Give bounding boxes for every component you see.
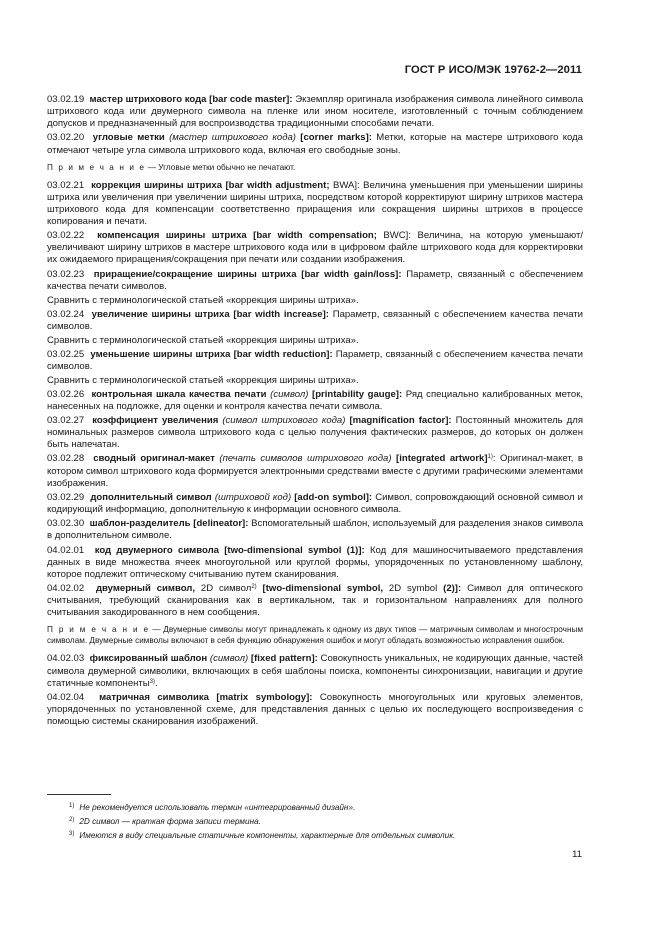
entry-definition: Метки, которые на мастере штрихового кода отмечают четыре угла символа штрихового кода, включая его свободные зоны. bbox=[47, 132, 583, 156]
note-label: П р и м е ч а н и е bbox=[47, 625, 150, 635]
footnotes bbox=[70, 801, 590, 843]
entry-term: дополнительный символ bbox=[90, 491, 212, 503]
footnote bbox=[70, 801, 590, 815]
entry-term: сводный оригинал-макет bbox=[93, 453, 215, 465]
entry-term: двумерный символ, bbox=[95, 583, 196, 595]
document-body bbox=[47, 94, 583, 730]
entry-definition: Вспомогательный шаблон, используемый для разделения знаков символа в дополнительном символе. bbox=[47, 518, 584, 542]
footnote-mark: 3) bbox=[69, 831, 75, 837]
term-entry bbox=[47, 309, 583, 333]
term-entry bbox=[47, 453, 583, 489]
entry-number: 03.02.22 bbox=[47, 230, 85, 242]
entry-term-english-suffix: (2)]: bbox=[443, 583, 462, 595]
entry-definition: Символ для оптического считывания, требующий сканирования как в вертикальном, так и горизонтальном направлениях для полного считывания закодированного в нем сообщения. bbox=[47, 583, 583, 619]
note bbox=[47, 162, 583, 173]
entry-number: 03.02.19 bbox=[47, 94, 85, 105]
entry-term: приращение/сокращение ширины штриха [bar width gain/loss]: bbox=[93, 268, 402, 280]
entry-qualifier: (символ штрихового кода) bbox=[222, 414, 346, 426]
term-entry bbox=[47, 349, 583, 373]
footnote bbox=[70, 829, 590, 843]
term-entry bbox=[47, 230, 583, 266]
entry-term: контрольная шкала качества печати bbox=[91, 388, 267, 400]
entry-term: увеличение ширины штриха [bar width increase]: bbox=[91, 308, 329, 320]
footnote-text: Имеются в виду специальные статичные компоненты, характерные для отдельных символик. bbox=[79, 831, 456, 840]
entry-abbreviation: BWA]: bbox=[332, 179, 360, 191]
entry-definition: : Оригинал-макет, в котором символ штрихового кода формируется электронными средствами вместе с другими графическими элементами изображения. bbox=[47, 453, 583, 489]
entry-abbreviation: 2D символ bbox=[200, 583, 252, 595]
term-entry bbox=[47, 94, 583, 130]
entry-number: 03.02.30 bbox=[47, 518, 85, 530]
entry-definition: Экземпляр оригинала изображения символа линейного символа штрихового кода или двумерного символа на пленке или ином носителе, изготовленный с точным соблюдением допусков и предназначенный для воспроизводства традиционными способами печати. bbox=[47, 94, 584, 130]
entry-term-english: [fixed pattern]: bbox=[250, 653, 318, 665]
entry-term: коэффициент увеличения bbox=[92, 414, 219, 426]
entry-number: 04.02.03 bbox=[47, 653, 85, 665]
footnote-text: Не рекомендуется использовать термин «интегрированный дизайн». bbox=[79, 803, 356, 812]
cross-reference: Сравнить с терминологической статьей «коррекция ширины штриха». bbox=[47, 295, 359, 307]
entry-number: 03.02.24 bbox=[47, 308, 85, 320]
entry-abbreviation: BWC]: bbox=[383, 230, 411, 242]
entry-number: 03.02.28 bbox=[47, 453, 85, 465]
footnote-marker[interactable]: 3) bbox=[149, 678, 155, 685]
entry-definition-end: . bbox=[154, 677, 158, 689]
term-entry bbox=[47, 415, 583, 451]
entry-term: мастер штрихового кода [bar code master]: bbox=[89, 94, 293, 105]
entry-term: компенсация ширины штриха [bar width compensation; bbox=[97, 230, 377, 242]
entry-definition: Символ, сопровождающий основной символ и кодирующий информацию, дополнительную к информации основного символа. bbox=[47, 491, 583, 515]
entry-number: 03.02.23 bbox=[47, 268, 85, 280]
term-entry bbox=[47, 492, 583, 516]
entry-number: 03.02.29 bbox=[47, 491, 85, 503]
entry-term-english: [two-dimensional symbol, bbox=[262, 583, 384, 595]
footnote-text: 2D символ — краткая форма записи термина. bbox=[79, 817, 261, 826]
footnote-mark: 1) bbox=[69, 803, 75, 809]
entry-term: угловые метки bbox=[92, 132, 165, 144]
entry-abbreviation-english: 2D symbol bbox=[388, 583, 438, 595]
footnote-mark: 2) bbox=[69, 817, 75, 823]
term-entry bbox=[47, 518, 583, 542]
entry-term: фиксированный шаблон bbox=[89, 653, 208, 665]
term-entry bbox=[47, 545, 583, 581]
cross-reference: Сравнить с терминологической статьей «коррекция ширины штриха». bbox=[47, 335, 359, 347]
entry-qualifier: (символ) bbox=[270, 388, 309, 400]
term-entry bbox=[47, 692, 583, 728]
entry-qualifier: (штриховой код) bbox=[214, 491, 292, 503]
entry-number: 03.02.26 bbox=[47, 388, 85, 400]
entry-definition: Совокупность уникальных, не кодирующих данные, частей символа двумерной символики, включающих в себя шаблоны поиска, компоненты синхронизации, навигации и другие статичные компоненты bbox=[47, 653, 583, 689]
note-text: — Угловые метки обычно не печатают. bbox=[147, 162, 296, 172]
entry-definition: Ряд специально калиброванных меток, нанесенных на подложке, для оценки и контроля качества печати символа. bbox=[47, 388, 584, 412]
term-entry bbox=[47, 269, 583, 293]
entry-qualifier: (символ) bbox=[209, 653, 249, 665]
footnote-separator bbox=[47, 794, 111, 795]
entry-definition: Величина, на которую уменьшают/увеличивают ширину штрихов в мастере штрихового кода или в цифровом файле штрихового кода для корректировки их ожидаемого приращения/сокращения при печати или создании изображения. bbox=[47, 230, 584, 266]
footnote-marker[interactable]: 2) bbox=[251, 584, 257, 591]
entry-number: 04.02.01 bbox=[47, 544, 85, 556]
entry-number: 03.02.20 bbox=[47, 132, 85, 144]
entry-definition: Параметр, связанный с обеспечением качества печати символов. bbox=[47, 308, 584, 332]
entry-term: матричная символика [matrix symbology]: bbox=[99, 691, 313, 703]
entry-term: код двумерного символа [two-dimensional symbol (1)]: bbox=[94, 544, 365, 556]
entry-term: шаблон-разделитель [delineator]: bbox=[89, 518, 249, 530]
term-entry bbox=[47, 180, 583, 228]
entry-term-english: [corner marks]: bbox=[300, 132, 372, 144]
entry-definition: Величина уменьшения при уменьшении ширины штриха или увеличения при увеличении ширины штриха, посредством которой корректируют ширину штрихов мастера штрихового кода для компенсации соответственно приращения или сокращения ширины штрихов в процессе копирования и печати. bbox=[47, 179, 584, 227]
entry-definition: Параметр, связанный с обеспечением качества печати символов. bbox=[47, 348, 583, 372]
page-number: 11 bbox=[572, 849, 582, 860]
entry-number: 03.02.21 bbox=[47, 179, 85, 191]
note-label: П р и м е ч а н и е bbox=[47, 162, 146, 172]
document-header: ГОСТ Р ИСО/МЭК 19762-2—2011 bbox=[404, 64, 582, 76]
cross-reference: Сравнить с терминологической статьей «коррекция ширины штриха». bbox=[47, 375, 359, 386]
entry-term-english: [integrated artwork] bbox=[396, 453, 488, 465]
entry-number: 04.02.04 bbox=[47, 691, 85, 703]
note bbox=[47, 624, 583, 646]
entry-qualifier: (печать символов штрихового кода) bbox=[219, 453, 392, 465]
entry-number: 03.02.27 bbox=[47, 414, 85, 426]
entry-number: 04.02.02 bbox=[47, 583, 85, 595]
entry-term-english: [printability gauge]: bbox=[312, 388, 403, 400]
entry-definition: Код для машиносчитываемого представления данных в виде множества ячеек многоугольной или круглой формы, упорядоченных по установленному шаблону, которое подлежит оптическому считыванию путем сканирования. bbox=[47, 544, 583, 580]
term-entry bbox=[47, 653, 583, 689]
footnote-marker[interactable]: 1) bbox=[487, 454, 493, 461]
entry-term: коррекция ширины штриха [bar width adjustment; bbox=[91, 179, 330, 191]
entry-term-english: [magnification factor]: bbox=[349, 414, 452, 426]
entry-definition: Постоянный множитель для номинальных размеров символа штрихового кода с целью получения фактических размеров, до которых он должен быть напечатан. bbox=[47, 414, 583, 451]
entry-term-english: [add-on symbol]: bbox=[294, 491, 373, 503]
term-entry bbox=[47, 132, 583, 156]
footnote bbox=[70, 815, 590, 829]
entry-definition: Совокупность многоугольных или круговых элементов, упорядоченных по установленной схеме, для представления данных с целью их последующего воспроизведения с помощью системы сканирования изображений. bbox=[47, 691, 583, 728]
note-text: — Двумерные символы могут принадлежать к одному из двух типов — матричным символам и многострочным символам. Двумерные символы включают в себя функцию обнаружения ошибок и могут обладать возможностью исправления ошибок. bbox=[47, 625, 583, 646]
entry-term: уменьшение ширины штриха [bar width reduction]: bbox=[90, 348, 333, 360]
term-entry bbox=[47, 389, 583, 413]
entry-qualifier: (мастер штрихового кода) bbox=[169, 132, 296, 144]
term-entry bbox=[47, 583, 583, 619]
entry-number: 03.02.25 bbox=[47, 348, 85, 360]
entry-definition: Параметр, связанный с обеспечением качества печати символов. bbox=[47, 268, 584, 292]
